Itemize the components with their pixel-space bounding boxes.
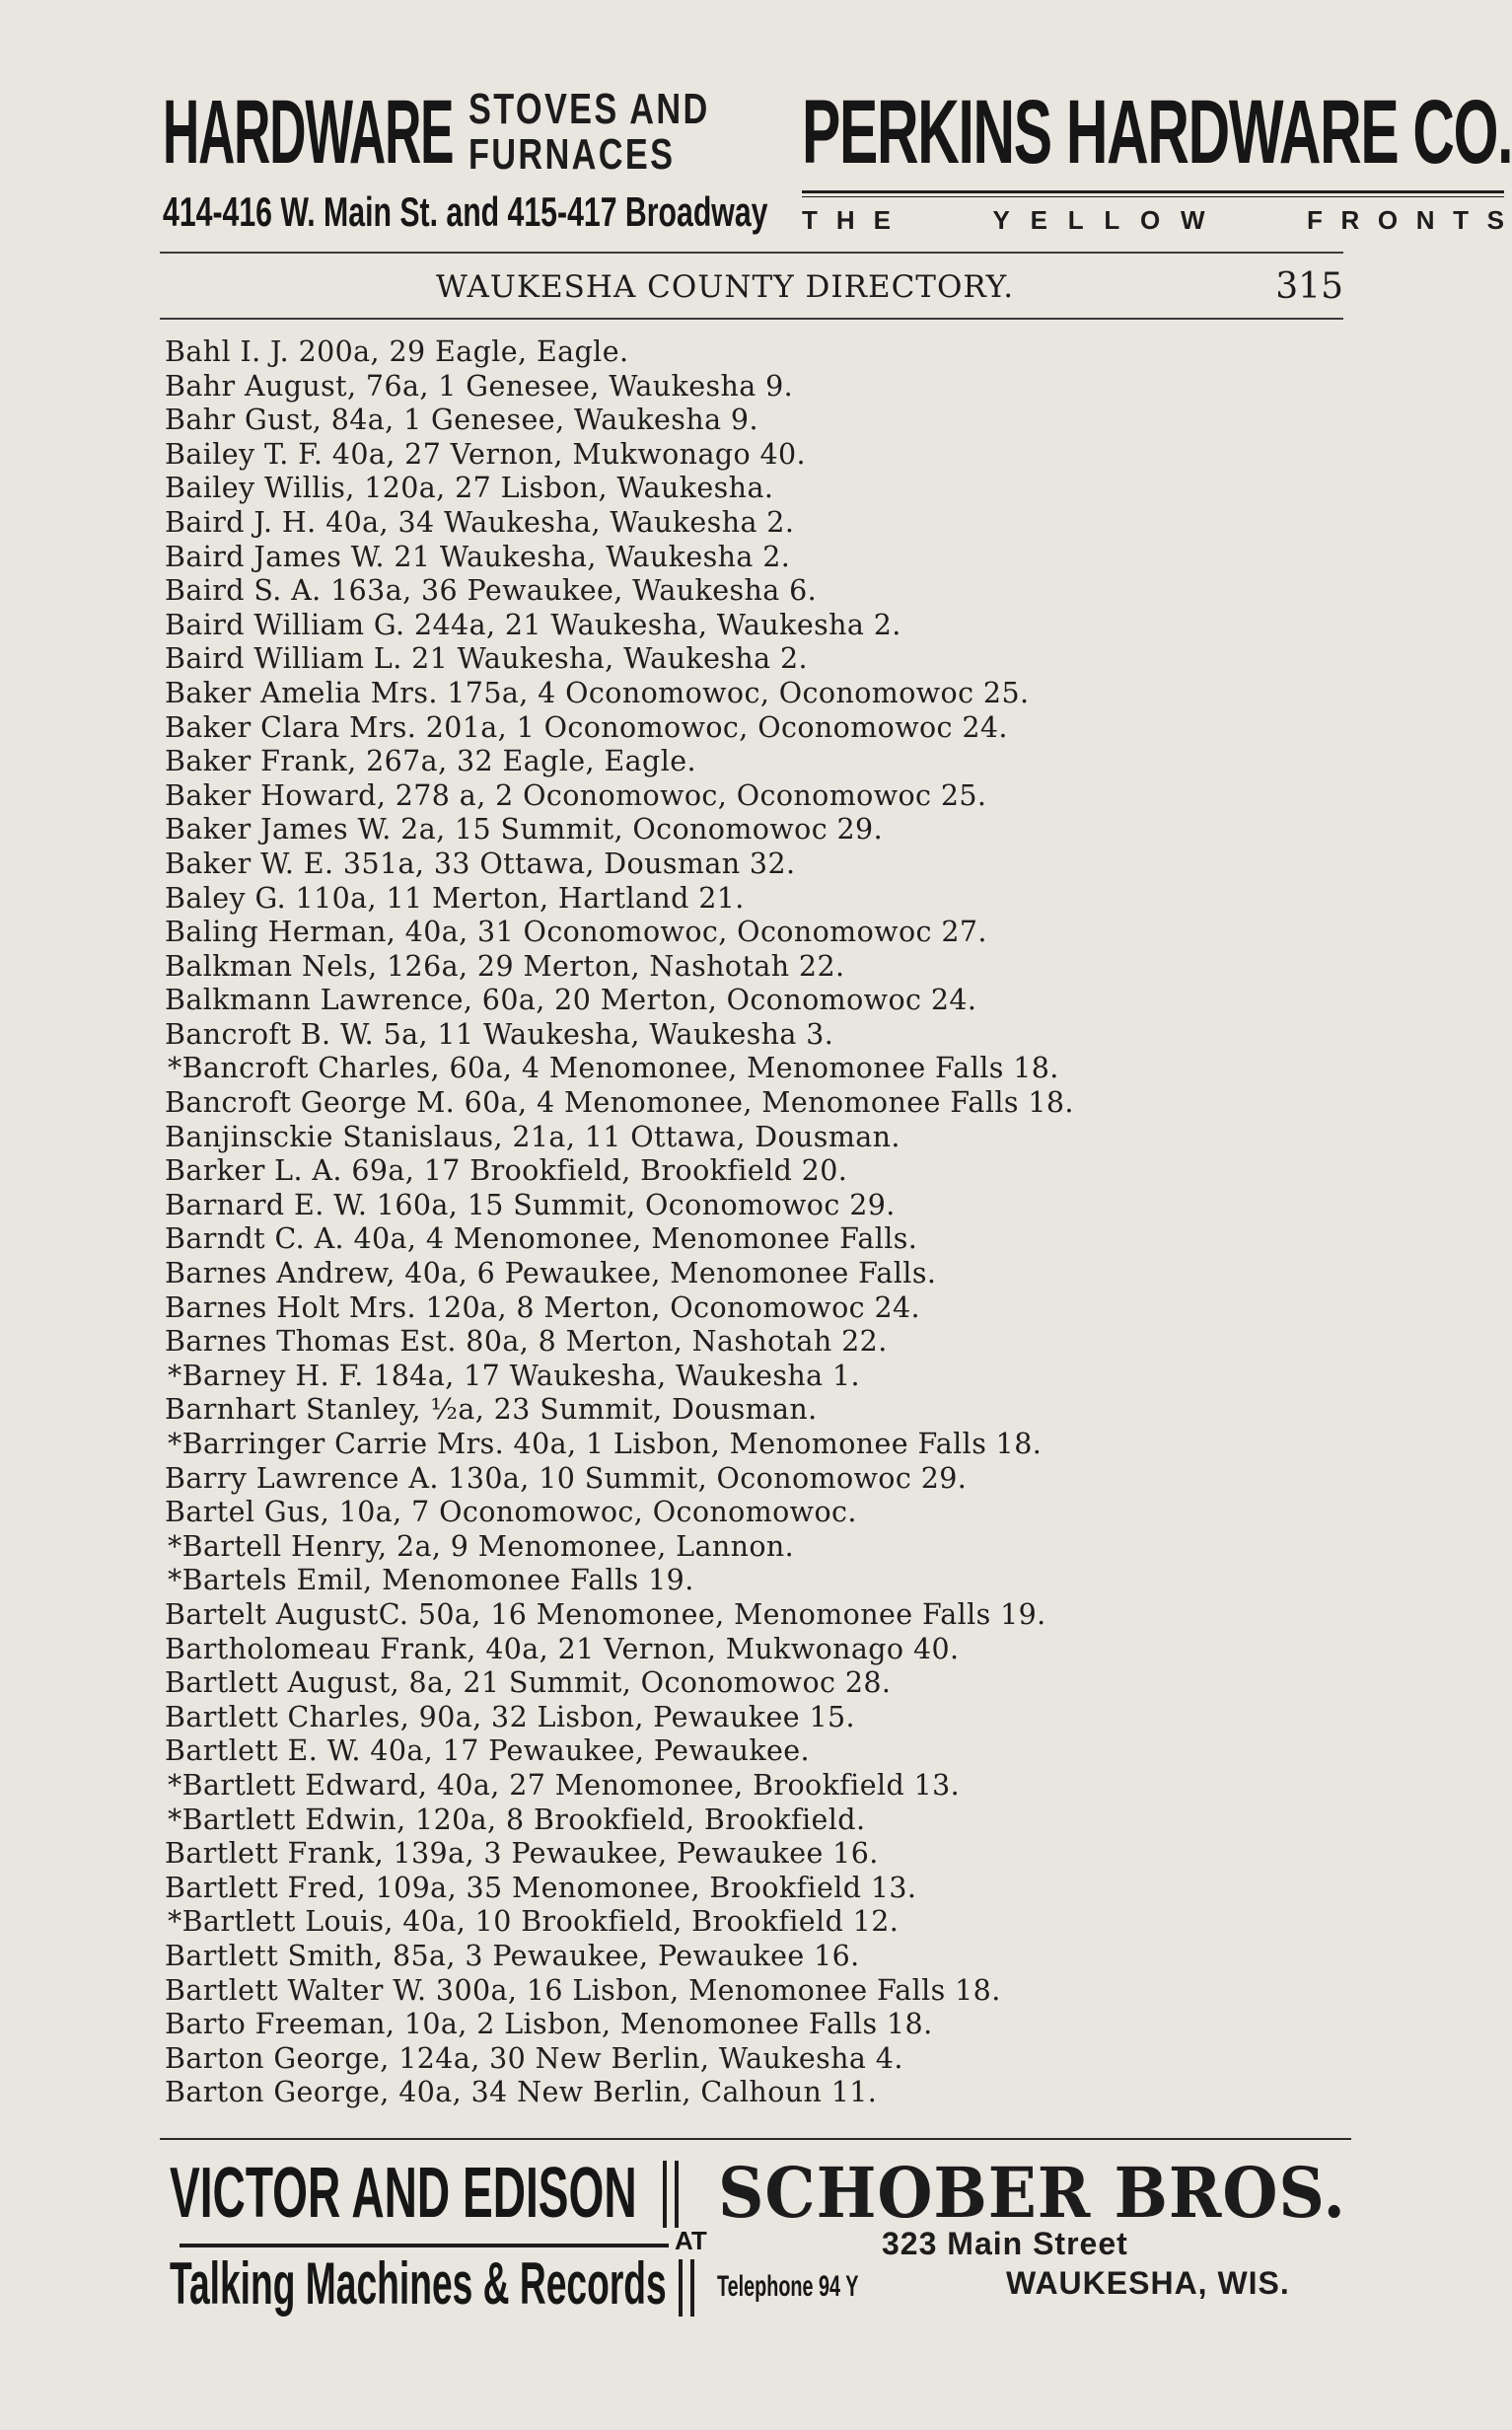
directory-entry: Bartelt AugustC. 50a, 16 Menomonee, Menomonee Falls 19. [165,1597,1046,1631]
directory-entry: Barker L. A. 69a, 17 Brookfield, Brookfield 20. [165,1154,848,1188]
ad-divider-bar [663,2161,667,2228]
directory-entry: Bahr Gust, 84a, 1 Genesee, Waukesha 9. [165,404,758,437]
ad-hardware-heading: HARDWARE [163,82,454,183]
directory-entry: Bartholomeau Frank, 40a, 21 Vernon, Mukwonago 40. [165,1632,960,1665]
directory-entry: Banjinsckie Stanislaus, 21a, 11 Ottawa, Dousman. [165,1120,900,1153]
directory-entry: Baker Amelia Mrs. 175a, 4 Oconomowoc, Oconomowoc 25. [165,676,1030,709]
ad-company-name: PERKINS HARDWARE CO. [802,82,1512,183]
ad-tagline-word: F R O N T S [1307,205,1504,235]
directory-entry: *Barney H. F. 184a, 17 Waukesha, Waukesha 1. [168,1359,860,1392]
ad-victor-rule [180,2244,669,2247]
directory-entry: *Bartell Henry, 2a, 9 Menomonee, Lannon. [168,1529,795,1563]
ad-tagline-word: Y E L L O W [992,205,1205,235]
directory-entry: Bartlett E. W. 40a, 17 Pewaukee, Pewaukee. [165,1734,811,1768]
directory-entry: *Bartlett Edward, 40a, 27 Menomonee, Brookfield 13. [168,1768,961,1802]
ad-divider-bar [679,2259,683,2317]
directory-entry: Baley G. 110a, 11 Merton, Hartland 21. [165,881,745,915]
ad-victor-edison: VICTOR AND EDISON [170,2154,637,2233]
directory-entry: Barton George, 40a, 34 New Berlin, Calhoun 11. [165,2076,878,2109]
ad-address: 414-416 W. Main St. and 415-417 Broadway [163,188,768,235]
ad-stoves-line: STOVES AND [468,85,710,133]
page-number: 315 [1275,266,1343,307]
ad-tagline-word: T H E [802,205,891,235]
directory-entry: Bartlett Walter W. 300a, 16 Lisbon, Menomonee Falls 18. [165,1973,1001,2007]
directory-entry: Bartlett Charles, 90a, 32 Lisbon, Pewaukee 15. [165,1700,855,1733]
directory-entry: Bartel Gus, 10a, 7 Oconomowoc, Oconomowoc. [165,1496,857,1529]
header-rule-top [160,252,1343,254]
directory-entry: Bancroft George M. 60a, 4 Menomonee, Menomonee Falls 18. [165,1086,1074,1120]
ad-divider-bar [690,2259,694,2317]
directory-entry: Barton George, 124a, 30 New Berlin, Waukesha 4. [165,2041,903,2075]
directory-entry: Bartlett Fred, 109a, 35 Menomonee, Brookfield 13. [165,1871,917,1904]
directory-entry: Baird S. A. 163a, 36 Pewaukee, Waukesha 6. [165,574,818,608]
directory-entry: Baker James W. 2a, 15 Summit, Oconomowoc 29. [165,813,884,847]
ad-city: WAUKESHA, WIS. [1006,2265,1290,2301]
directory-entry: *Bartlett Louis, 40a, 10 Brookfield, Brookfield 12. [168,1905,900,1939]
directory-entry: Barndt C. A. 40a, 4 Menomonee, Menomonee Falls. [165,1222,918,1256]
directory-entry: Barnes Holt Mrs. 120a, 8 Merton, Oconomowoc 24. [165,1290,920,1324]
ad-furnaces-line: FURNACES [468,130,676,179]
ad-at: AT [675,2226,707,2255]
directory-entry: Bailey Willis, 120a, 27 Lisbon, Waukesha. [165,472,774,505]
directory-entry: *Bancroft Charles, 60a, 4 Menomonee, Menomonee Falls 18. [168,1052,1059,1085]
header-rule-bottom [160,318,1343,320]
directory-entry: Barnes Andrew, 40a, 6 Pewaukee, Menomonee Falls. [165,1257,937,1290]
running-head [160,264,1343,310]
directory-entry: Bahr August, 76a, 1 Genesee, Waukesha 9. [165,369,794,403]
top-advertisement [163,82,1512,241]
directory-entry: Baird J. H. 40a, 34 Waukesha, Waukesha 2. [165,505,795,539]
directory-entry: Baker W. E. 351a, 33 Ottawa, Dousman 32. [165,847,796,880]
directory-entry: Bancroft B. W. 5a, 11 Waukesha, Waukesha 3. [165,1017,834,1051]
directory-entry: Baird James W. 21 Waukesha, Waukesha 2. [165,540,791,573]
directory-entry: Barnhart Stanley, ½a, 23 Summit, Dousman. [165,1393,818,1427]
directory-entry: *Bartlett Edwin, 120a, 8 Brookfield, Brookfield. [168,1803,866,1836]
directory-entry: Baker Frank, 267a, 32 Eagle, Eagle. [165,745,696,778]
ad-schober-bros: SCHOBER BROS. [718,2152,1346,2234]
directory-entry: Baird William L. 21 Waukesha, Waukesha 2. [165,642,808,676]
ad-telephone: Telephone 94 Y [717,2270,859,2303]
ad-rule [802,190,1504,193]
directory-entry: Baker Clara Mrs. 201a, 1 Oconomowoc, Oconomowoc 24. [165,710,1008,744]
directory-entry: Baker Howard, 278 a, 2 Oconomowoc, Oconomowoc 25. [165,778,987,812]
directory-entry: Bailey T. F. 40a, 27 Vernon, Mukwonago 40. [165,437,807,471]
directory-entry: *Bartels Emil, Menomonee Falls 19. [168,1564,694,1597]
directory-entry: Barnes Thomas Est. 80a, 8 Merton, Nashotah 22. [165,1325,888,1359]
directory-entry: Bartlett August, 8a, 21 Summit, Oconomowoc 28. [165,1666,892,1700]
directory-entry: Balkmann Lawrence, 60a, 20 Merton, Oconomowoc 24. [165,984,977,1017]
directory-entry: Bartlett Smith, 85a, 3 Pewaukee, Pewaukee 16. [165,1939,860,1972]
ad-divider-bar [675,2161,679,2228]
directory-entry: Barry Lawrence A. 130a, 10 Summit, Oconomowoc 29. [165,1461,968,1495]
directory-entry: Balkman Nels, 126a, 29 Merton, Nashotah 22. [165,949,845,983]
directory-entry: Baling Herman, 40a, 31 Oconomowoc, Oconomowoc 27. [165,916,987,949]
directory-entry: Bartlett Frank, 139a, 3 Pewaukee, Pewaukee 16. [165,1837,879,1871]
ad-street-address: 323 Main Street [882,2226,1128,2261]
directory-entry: Barnard E. W. 160a, 15 Summit, Oconomowoc 29. [165,1188,896,1221]
bottom-advertisement [170,2151,1353,2317]
running-title: WAUKESHA COUNTY DIRECTORY. [436,269,1015,305]
directory-entries [165,335,1348,2110]
directory-entry: Barto Freeman, 10a, 2 Lisbon, Menomonee Falls 18. [165,2008,933,2041]
ad-rule-thin [802,196,1504,197]
directory-entry: *Barringer Carrie Mrs. 40a, 1 Lisbon, Menomonee Falls 18. [168,1428,1043,1460]
ad-tagline [802,203,1504,237]
directory-entry: Bahl I. J. 200a, 29 Eagle, Eagle. [165,335,629,368]
footer-rule [160,2138,1351,2140]
directory-entry: Baird William G. 244a, 21 Waukesha, Waukesha 2. [165,608,901,641]
ad-talking-machines: Talking Machines & Records [170,2250,667,2317]
ad-stoves-furnaces [468,87,722,178]
